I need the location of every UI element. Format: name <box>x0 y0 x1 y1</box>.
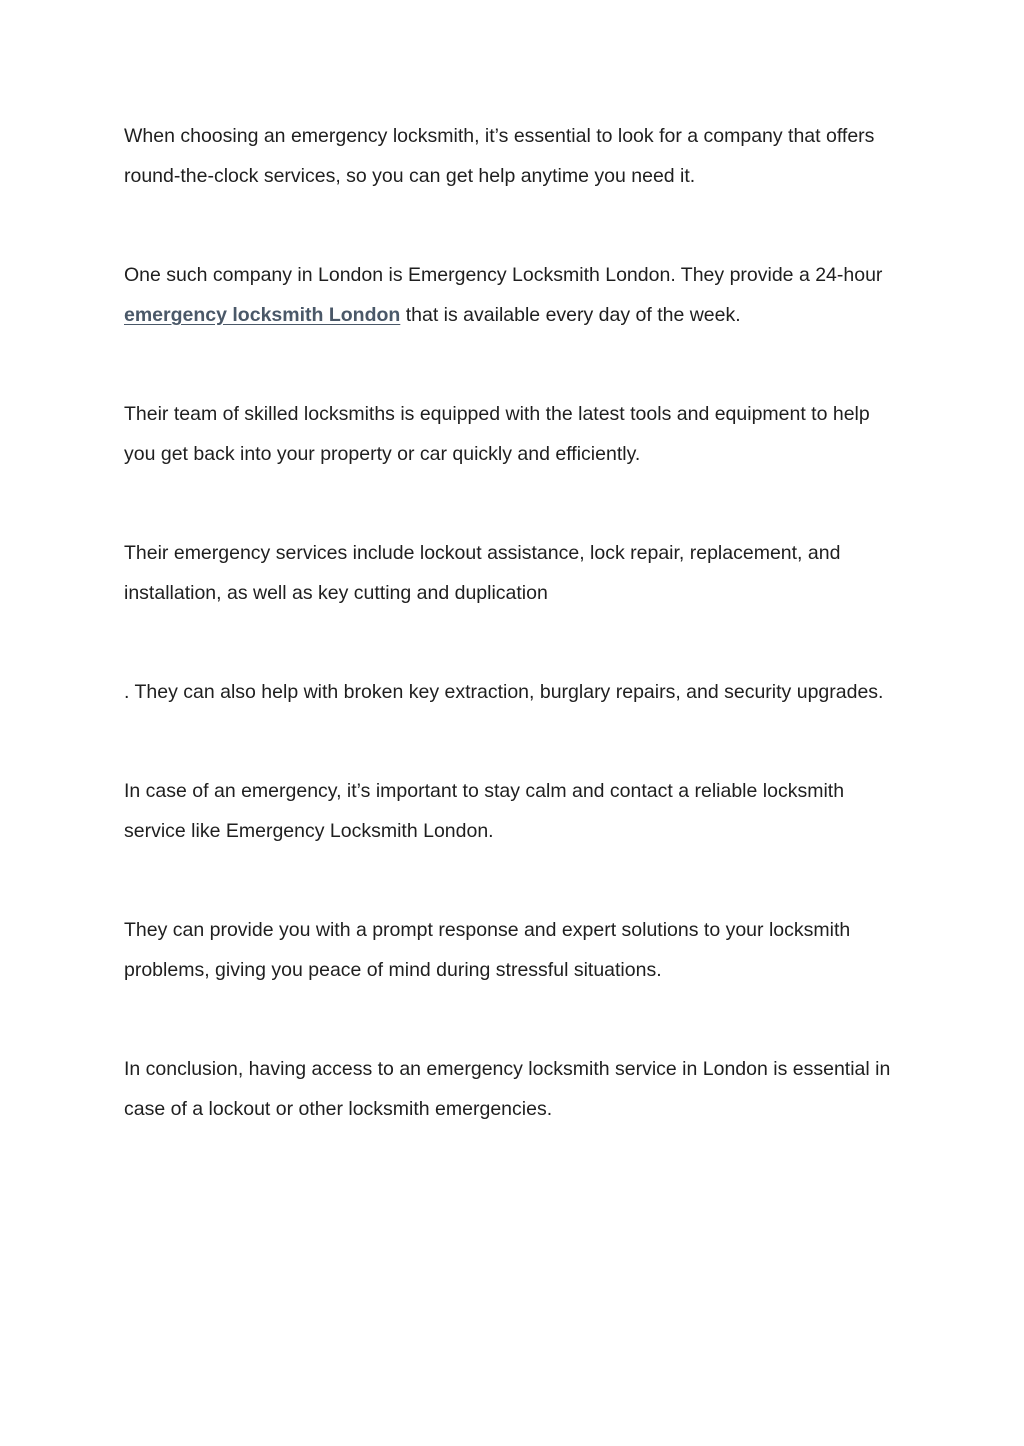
emergency-locksmith-london-link[interactable]: emergency locksmith London <box>124 304 401 326</box>
paragraph-1: When choosing an emergency locksmith, it’s essential to look for a company that offers round-the-clock services, so you can get help anytime you need it. <box>124 125 875 187</box>
document-body <box>124 116 904 1188</box>
paragraph-8: In conclusion, having access to an emergency locksmith service in London is essential in case of a lockout or other locksmith emergencies. <box>124 1058 891 1120</box>
paragraph-4: Their emergency services include lockout assistance, lock repair, replacement, and installation, as well as key cutting and duplication <box>124 542 841 604</box>
paragraph-5: . They can also help with broken key extraction, burglary repairs, and security upgrades. <box>124 681 884 703</box>
paragraph-2 <box>124 255 904 335</box>
paragraph-2-text-before-link: One such company in London is Emergency Locksmith London. They provide a 24-hour <box>124 264 883 286</box>
paragraph-2-text-after-link: that is available every day of the week. <box>400 304 741 326</box>
paragraph-6: In case of an emergency, it’s important to stay calm and contact a reliable locksmith service like Emergency Locksmith London. <box>124 780 845 842</box>
paragraph-7: They can provide you with a prompt response and expert solutions to your locksmith problems, giving you peace of mind during stressful situations. <box>124 919 851 981</box>
paragraph-3: Their team of skilled locksmiths is equipped with the latest tools and equipment to help you get back into your property or car quickly and efficiently. <box>124 403 870 465</box>
